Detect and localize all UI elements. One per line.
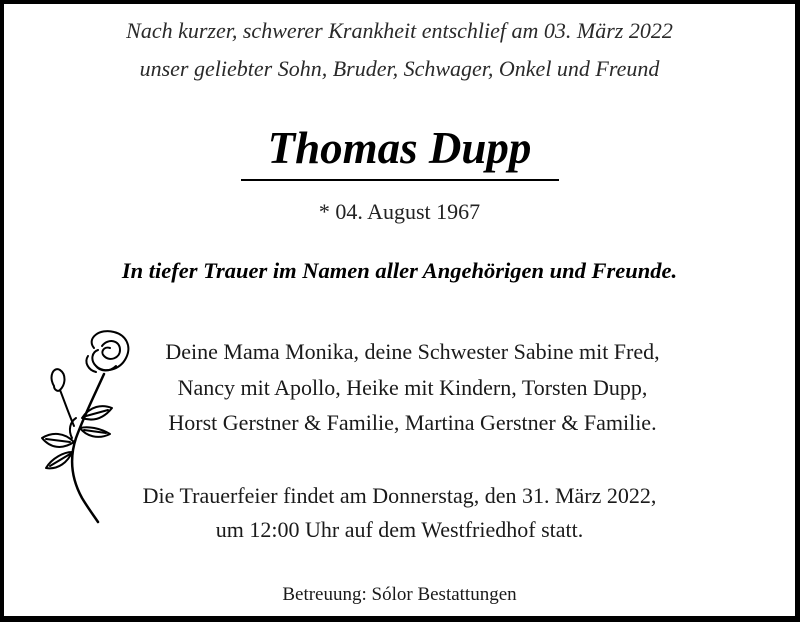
mourning-line: In tiefer Trauer im Namen aller Angehörigen und Freunde. xyxy=(121,258,678,283)
funeral-home-credit: Betreuung: Sólor Bestattungen xyxy=(282,584,517,605)
deceased-name: Thomas Dupp xyxy=(267,123,532,173)
ceremony-line-2: um 12:00 Uhr auf dem Westfriedhof statt. xyxy=(215,517,584,542)
family-line-3: Horst Gerstner & Familie, Martina Gerstner & Familie. xyxy=(168,410,657,435)
ceremony-line-1: Die Trauerfeier findet am Donnerstag, den 31. März 2022, xyxy=(142,483,657,508)
intro-line-1: Nach kurzer, schwerer Krankheit entschlief am 03. März 2022 xyxy=(126,18,673,43)
intro-line-2: unser geliebter Sohn, Bruder, Schwager, Onkel und Freund xyxy=(139,56,660,81)
family-line-2: Nancy mit Apollo, Heike mit Kindern, Torsten Dupp, xyxy=(177,375,648,400)
family-line-1: Deine Mama Monika, deine Schwester Sabine mit Fred, xyxy=(165,339,660,364)
name-underline xyxy=(241,179,559,181)
birth-date: * 04. August 1967 xyxy=(318,199,481,224)
